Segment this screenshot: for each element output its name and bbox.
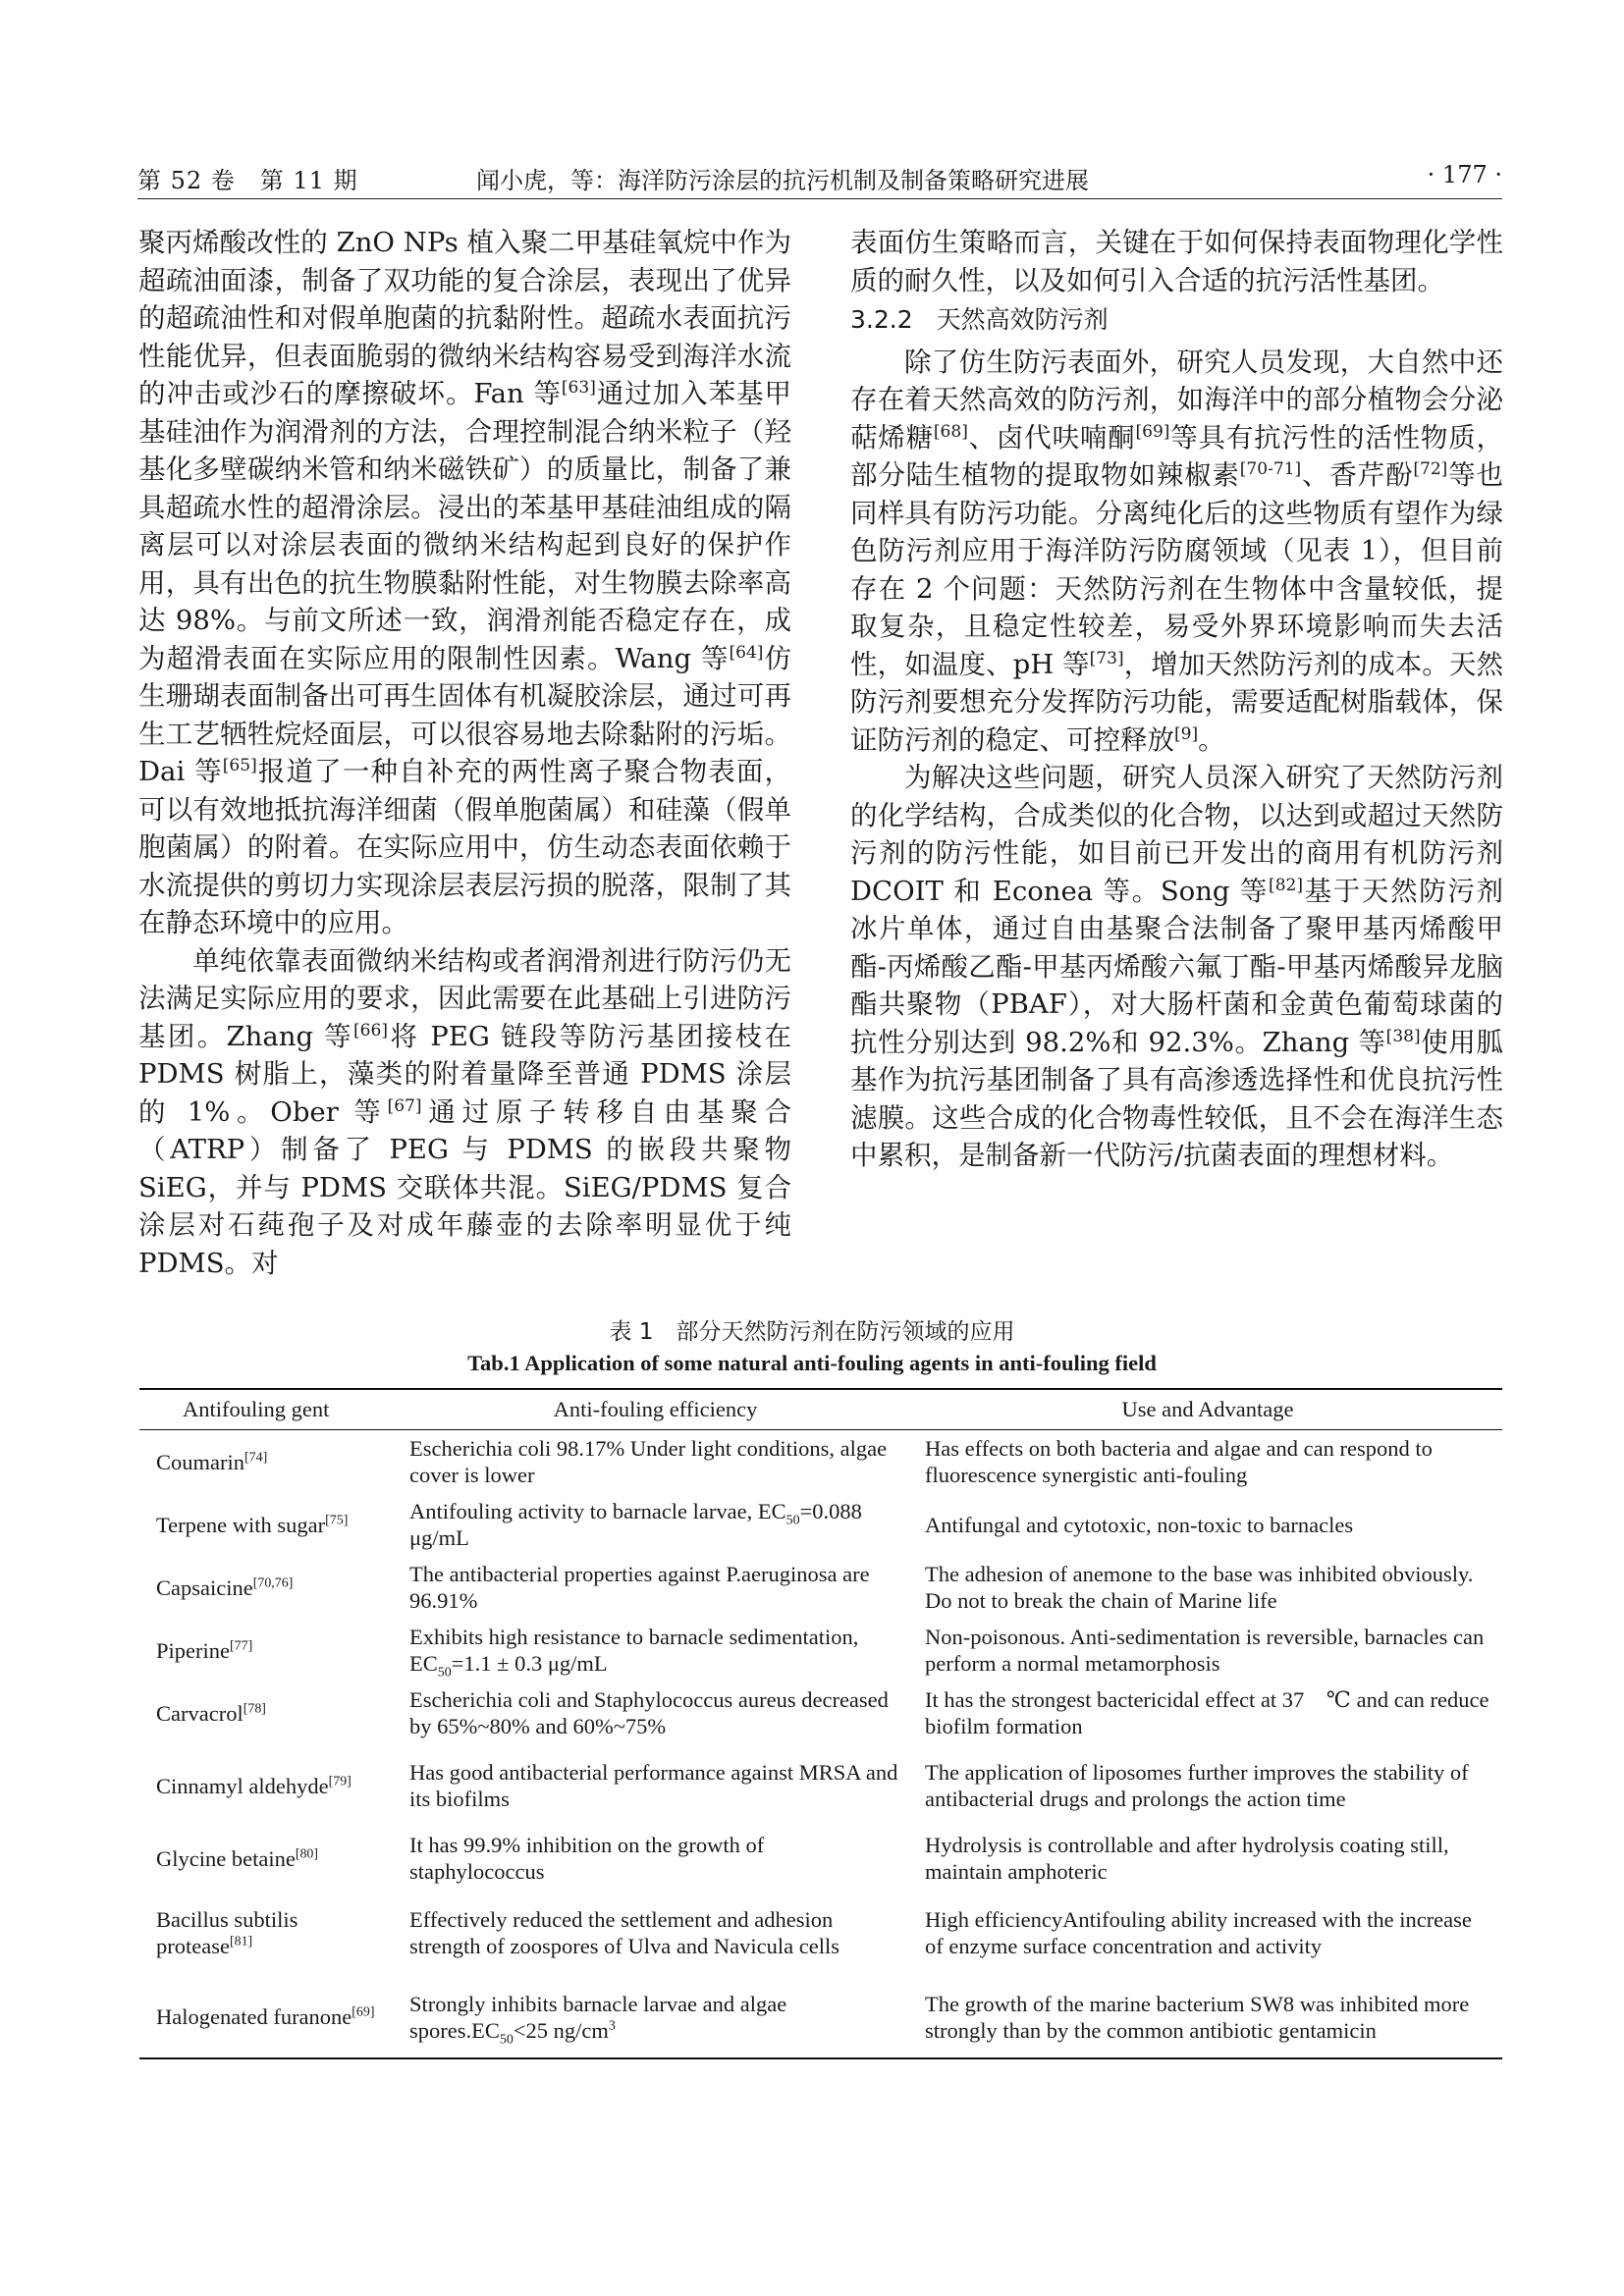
right-column	[850, 224, 1503, 1175]
paragraph: 除了仿生防污表面外，研究人员发现，大自然中还存在着天然高效的防污剂，如海洋中的部分植物会分泌萜烯糖[68]、卤代呋喃酮[69]等具有抗污性的活性物质，部分陆生植物的提取物如辣椒素[70-71]、香芹酚[72]等也同样具有防污功能。分离纯化后的这些物质有望作为绿色防污剂应用于海洋防污防腐领域（见表 1），但目前存在 2 个问题：天然防污剂在生物体中含量较低，提取复杂，且稳定性较差，易受外界环境影响而失去活性，如温度、pH 等[73]，增加天然防污剂的成本。天然防污剂要想充分发挥防污功能，需要适配树脂载体，保证防污剂的稳定、可控释放[9]。	[850, 346, 1504, 756]
section-number: 3.2.2	[850, 305, 913, 334]
agent-cell: Bacillus subtilis protease[81]	[156, 1907, 298, 1958]
advantage-cell: The application of liposomes further improves the stability of antibacterial drugs and prolongs the action time	[925, 1760, 1469, 1811]
efficiency-cell: Effectively reduced the settlement and adhesion strength of zoospores of Ulva and Navicula cells	[409, 1907, 839, 1958]
citation[interactable]: [64]	[729, 642, 764, 663]
agent-cell: Halogenated furanone[69]	[139, 1976, 398, 2058]
table-row	[139, 1890, 1502, 1976]
advantage-cell: The growth of the marine bacterium SW8 was inhibited more strongly than by the common antibiotic gentamicin	[913, 1976, 1502, 2058]
page-number: · 177 ·	[1427, 161, 1502, 188]
running-title: 闻小虎，等：海洋防污涂层的抗污机制及制备策略研究进展	[476, 167, 1089, 194]
citation[interactable]: [73]	[1089, 648, 1124, 668]
advantage-cell: Non-poisonous. Anti-sedimentation is reversible, barnacles can perform a normal metamorphosis	[925, 1625, 1485, 1676]
citation[interactable]: [67]	[387, 1095, 422, 1116]
citation[interactable]: [69]	[1135, 421, 1170, 442]
citation[interactable]: [66]	[353, 1020, 388, 1041]
left-column	[138, 224, 791, 1282]
citation[interactable]: [38]	[1385, 1026, 1421, 1046]
efficiency-cell: Escherichia coli 98.17% Under light conditions, algae cover is lower	[409, 1436, 888, 1487]
page-header	[137, 155, 1502, 199]
table-row	[139, 1493, 1502, 1556]
citation[interactable]: [70,76]	[252, 1575, 294, 1590]
efficiency-cell: The antibacterial properties against P.aeruginosa are 96.91%	[409, 1562, 870, 1613]
citation[interactable]: [77]	[229, 1638, 253, 1653]
citation[interactable]: [81]	[229, 1934, 253, 1949]
efficiency-cell: Has good antibacterial performance against MRSA and its biofilms	[409, 1760, 898, 1811]
advantage-cell: High efficiencyAntifouling ability increased with the increase of enzyme surface concentration and activity	[925, 1907, 1472, 1958]
efficiency-cell: Strongly inhibits barnacle larvae and algae $spores.EC_{50}<25$ $ng/cm^3$	[398, 1976, 913, 2058]
citation[interactable]: [65]	[222, 755, 257, 775]
citation[interactable]: [9]	[1174, 723, 1199, 744]
table-row	[139, 1682, 1502, 1744]
citation[interactable]: [82]	[1269, 875, 1304, 895]
section-title: 天然高效防污剂	[936, 305, 1109, 334]
column-header: Antifouling gent	[139, 1389, 398, 1430]
paragraph: 单纯依靠表面微纳米结构或者润滑剂进行防污仍无法满足实际应用的要求，因此需要在此基础上引进防污基团。Zhang 等[66]将 PEG 链段等防污基团接枝在 PDMS 树脂上，藻类的附着量降至普通 PDMS 涂层的 1%。Ober 等[67]通过原子转移自由基聚合（ATRP）制备了 PEG 与 PDMS 的嵌段共聚物 SiEG，并与 PDMS 交联体共混。SiEG/PDMS 复合涂层对石莼孢子及对成年藤壶的去除率明显优于纯 PDMS。对	[138, 944, 792, 1279]
advantage-cell: The adhesion of anemone to the base was inhibited obviously. Do not to break the chain of Marine life	[925, 1562, 1474, 1613]
agent-cell: Cinnamyl aldehyde[79]	[156, 1773, 352, 1798]
advantage-cell: Antifungal and cytotoxic, non-toxic to barnacles	[925, 1512, 1354, 1537]
table-row	[139, 1556, 1502, 1619]
paragraph: 表面仿生策略而言，关键在于如何保持表面物理化学性质的耐久性，以及如何引入合适的抗污活性基团。	[850, 227, 1503, 296]
agent-cell: Glycine betaine[80]	[156, 1845, 319, 1871]
agent-cell: Capsaicine[70,76]	[156, 1575, 294, 1600]
table-row	[139, 1976, 1502, 2058]
agent-cell: Carvacrol[78]	[156, 1700, 266, 1726]
antifouling-agents-table	[139, 1388, 1502, 2059]
table-row	[139, 1430, 1502, 1494]
paragraph: 聚丙烯酸改性的 ZnO NPs 植入聚二甲基硅氧烷中作为超疏油面漆，制备了双功能的复合涂层，表现出了优异的超疏油性和对假单胞菌的抗黏附性。超疏水表面抗污性能优异，但表面脆弱的微纳米结构容易受到海洋水流的冲击或沙石的摩擦破坏。Fan 等[63]通过加入苯基甲基硅油作为润滑剂的方法，合理控制混合纳米粒子（羟基化多壁碳纳米管和纳米磁铁矿）的质量比，制备了兼具超疏水性的超滑涂层。浸出的苯基甲基硅油组成的隔离层可以对涂层表面的微纳米结构起到良好的保护作用，具有出色的抗生物膜黏附性能，对生物膜去除率高达 98%。与前文所述一致，润滑剂能否稳定存在，成为超滑表面在实际应用的限制性因素。Wang 等[64]仿生珊瑚表面制备出可再生固体有机凝胶涂层，通过可再生工艺牺牲烷烃面层，可以很容易地去除黏附的污垢。Dai 等[65]报道了一种自补充的两性离子聚合物表面，可以有效地抵抗海洋细菌（假单胞菌属）和硅藻（假单胞菌属）的附着。在实际应用中，仿生动态表面依赖于水流提供的剪切力实现涂层表层污损的脱落，限制了其在静态环境中的应用。	[138, 227, 792, 938]
section-heading	[850, 301, 1503, 340]
column-header: Use and Advantage	[913, 1389, 1502, 1430]
agent-cell: Piperine[77]	[156, 1637, 253, 1663]
efficiency-cell: Escherichia coli and Staphylococcus aureus decreased by 65%~80% and 60%~75%	[409, 1687, 889, 1738]
advantage-cell: Hydrolysis is controllable and after hydrolysis coating still, maintain amphoteric	[925, 1833, 1449, 1884]
column-header: Anti-fouling efficiency	[398, 1389, 913, 1430]
table-row	[139, 1827, 1502, 1890]
paragraph: 为解决这些问题，研究人员深入研究了天然防污剂的化学结构，合成类似的化合物，以达到或超过天然防污剂的防污性能，如目前已开发出的商用有机防污剂 DCOIT 和 Econea 等。Song 等[82]基于天然防污剂冰片单体，通过自由基聚合法制备了聚甲基丙烯酸甲酯-丙烯酸乙酯-甲基丙烯酸六氟丁酯-甲基丙烯酸异龙脑酯共聚物（PBAF），对大肠杆菌和金黄色葡萄球菌的抗性分别达到 98.2%和 92.3%。Zhang 等[38]使用胍基作为抗污基团制备了具有高渗透选择性和优良抗污性滤膜。这些合成的化合物毒性较低，且不会在海洋生态中累积，是制备新一代防污/抗菌表面的理想材料。	[850, 762, 1504, 1171]
advantage-cell: It has the strongest bactericidal effect at 37 ℃ and can reduce biofilm formation	[925, 1687, 1489, 1738]
citation[interactable]: [78]	[243, 1701, 266, 1716]
advantage-cell: Has effects on both bacteria and algae and can respond to fluorescence synergistic anti-fouling	[925, 1436, 1433, 1487]
table-row	[139, 1744, 1502, 1827]
efficiency-cell: Antifouling activity to barnacle larvae, $EC_{50}=0.088$ μg/mL	[409, 1499, 862, 1550]
efficiency-cell: Exhibits high resistance to barnacle sedimentation, $EC_{50}=1.1 \pm 0.3$ μg/mL	[409, 1625, 859, 1681]
table-caption-english: Tab.1 Application of some natural anti-fouling agents in anti-fouling field	[467, 1351, 1157, 1375]
agent-cell: Coumarin[74]	[156, 1449, 268, 1474]
journal-volume-issue: 第 52 卷 第 11 期	[137, 167, 358, 194]
citation[interactable]: [79]	[328, 1774, 352, 1789]
citation[interactable]: [80]	[295, 1846, 319, 1861]
citation[interactable]: [69]	[352, 2004, 375, 2020]
table-row	[139, 1619, 1502, 1682]
table-caption-chinese: 表 1 部分天然防污剂在防污领域的应用	[609, 1319, 1015, 1345]
citation[interactable]: [74]	[244, 1450, 268, 1465]
citation[interactable]: [68]	[933, 421, 968, 442]
efficiency-cell: It has 99.9% inhibition on the growth of staphylococcus	[409, 1833, 765, 1884]
table-header-row	[139, 1389, 1502, 1430]
agent-cell: Terpene with sugar[75]	[156, 1512, 349, 1537]
citation[interactable]: [70-71]	[1239, 458, 1302, 479]
citation[interactable]: [72]	[1413, 458, 1448, 479]
citation[interactable]: [75]	[325, 1513, 349, 1527]
citation[interactable]: [63]	[561, 377, 596, 398]
